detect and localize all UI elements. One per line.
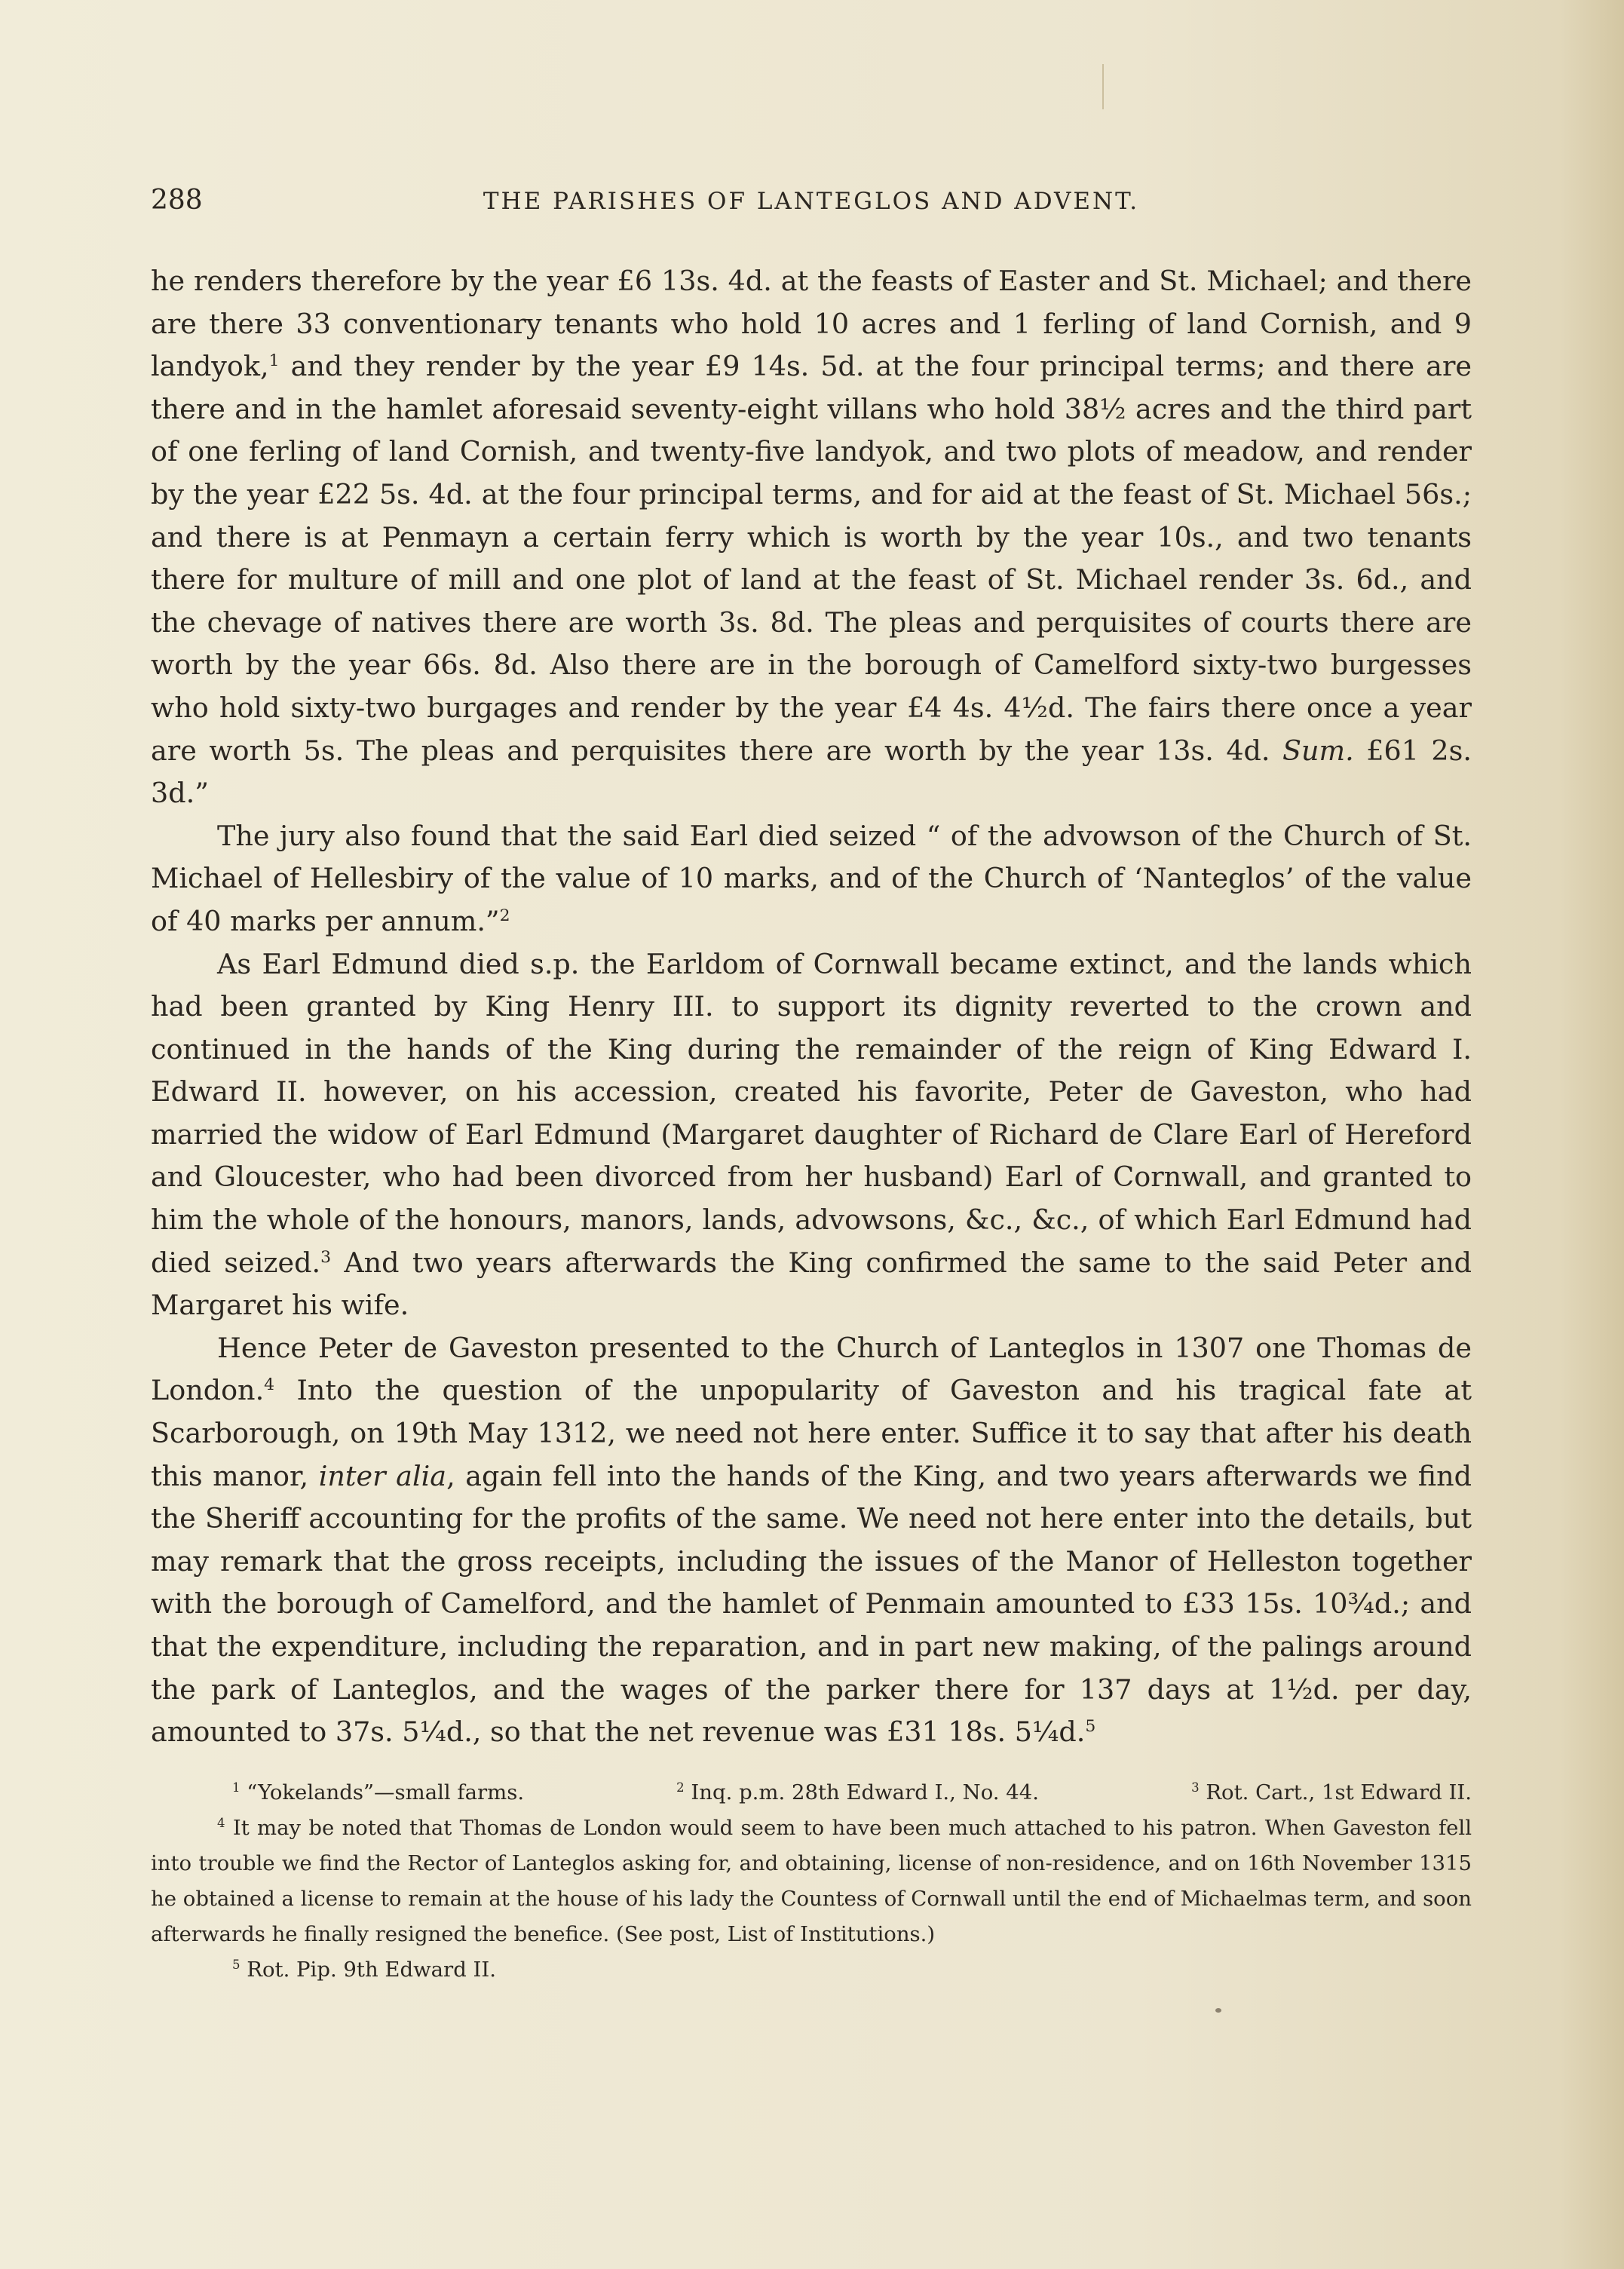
paragraph-4: Hence Peter de Gaveston presented to the Church of Lanteglos in 1307 one Thomas de London.$^4$ Into the question of the unpopularity of Gaveston and his tragical fate at Scarborough, on 19th May 1312, we need not here enter. Suffice it to say that after his death this manor, inter alia, again fell into the hands of the King, and two years afterwards we find the Sheriff accounting for the profits of the same. We need not here enter into the details, but may remark that the gross receipts, including the issues of the Manor of Helleston together with the borough of Camelford, and the hamlet of Penmain amounted to £33 15s. 10¾d.; and that the expenditure, including the reparation, and in part new making, of the palings around the park of Lanteglos, and the wages of the parker there for 137 days at 1½d. per day, amounted to 37s. 5¼d., so that the net revenue was £31 18s. 5¼d.$^5$ [151,1331,1472,1749]
footnote-ref-3: 3 [320,1247,332,1267]
page [151,185,1472,1988]
italic-phrase: inter alia [318,1459,447,1492]
footnotes [151,1775,1472,1988]
paragraph-1: he renders therefore by the year £6 13s. 4d. at the feasts of Easter and St. Michael; and there are there 33 conventionary tenants who hold 10 acres and 1 ferling of land Cornish, and 9 landyok,$^1$ and they render by the year £9 14s. 5d. at the four principal terms; and there are there and in the hamlet aforesaid seventy-eight villans who hold 38½ acres and the third part of one ferling of land Cornish, and twenty-five landyok, and two plots of meadow, and render by the year £22 5s. 4d. at the four principal terms, and for aid at the feast of St. Michael 56s.; and there is at Penmayn a certain ferry which is worth by the year 10s., and two tenants there for multure of mill and one plot of land at the feast of St. Michael render 3s. 6d., and the chevage of natives there are worth 3s. 8d. The pleas and perquisites of courts there are worth by the year 66s. 8d. Also there are in the borough of Camelford sixty-two burgesses who hold sixty-two burgages and render by the year £4 4s. 4½d. The fairs there once a year are worth 5s. The pleas and perquisites there are worth by the year 13s. 4d. Sum. £61 2s. 3d.” [151,265,1472,810]
footnote-ref-5: 5 [1085,1717,1096,1737]
footnote-3: $^3$ Rot. Cart., 1st Edward II. [1191,1780,1472,1804]
footnotes-row [151,1775,1472,1811]
ink-speck [1215,2008,1221,2013]
paper-crease [1102,64,1104,109]
paragraph-3: As Earl Edmund died s.p. the Earldom of Cornwall became extinct, and the lands which had been granted by King Henry III. to support its dignity reverted to the crown and continued in the hands of the King during the remainder of the reign of King Edward I. Edward II. however, on his accession, created his favorite, Peter de Gaveston, who had married the widow of Earl Edmund (Margaret daughter of Richard de Clare Earl of Hereford and Gloucester, who had been divorced from her husband) Earl of Cornwall, and granted to him the whole of the honours, manors, lands, advowsons, &c., &c., of which Earl Edmund had died seized.$^3$ And two years afterwards the King confirmed the same to the said Peter and Margaret his wife. [151,947,1472,1322]
sum-label: Sum. [1282,734,1354,767]
footnote-ref-4: 4 [264,1375,275,1395]
footnote-4: $^4$ It may be noted that Thomas de London would seem to have been much attached to his patron. When Gaveston fell into trouble we find the Rector of Lanteglos asking for, and obtaining, license of non-residence, and on 16th November 1315 he obtained a license to remain at the house of his lady the Countess of Cornwall until the end of Michaelmas term, and soon afterwards he finally resigned the benefice. (See post, List of Institutions.) [151,1815,1472,1946]
paragraph-2: The jury also found that the said Earl died seized “ of the advowson of the Church of St. Michael of Hellesbiry of the value of 10 marks, and of the Church of ‘Nanteglos’ of the value of 40 marks per annum.”$^2$ [151,819,1472,937]
footnote-2: $^2$ Inq. p.m. 28th Edward I., No. 44. [676,1780,1040,1804]
running-title: THE PARISHES OF LANTEGLOS AND ADVENT. [483,188,1140,215]
page-number: 288 [151,185,203,216]
footnote-1: $^1$ “Yokelands”—small farms. [232,1780,525,1804]
footnote-ref-1: 1 [268,351,280,371]
footnote-5: $^5$ Rot. Pip. 9th Edward II. [232,1957,497,1982]
footnote-ref-2: 2 [499,906,510,925]
body-text [151,260,1472,1754]
page-header [151,185,1472,230]
